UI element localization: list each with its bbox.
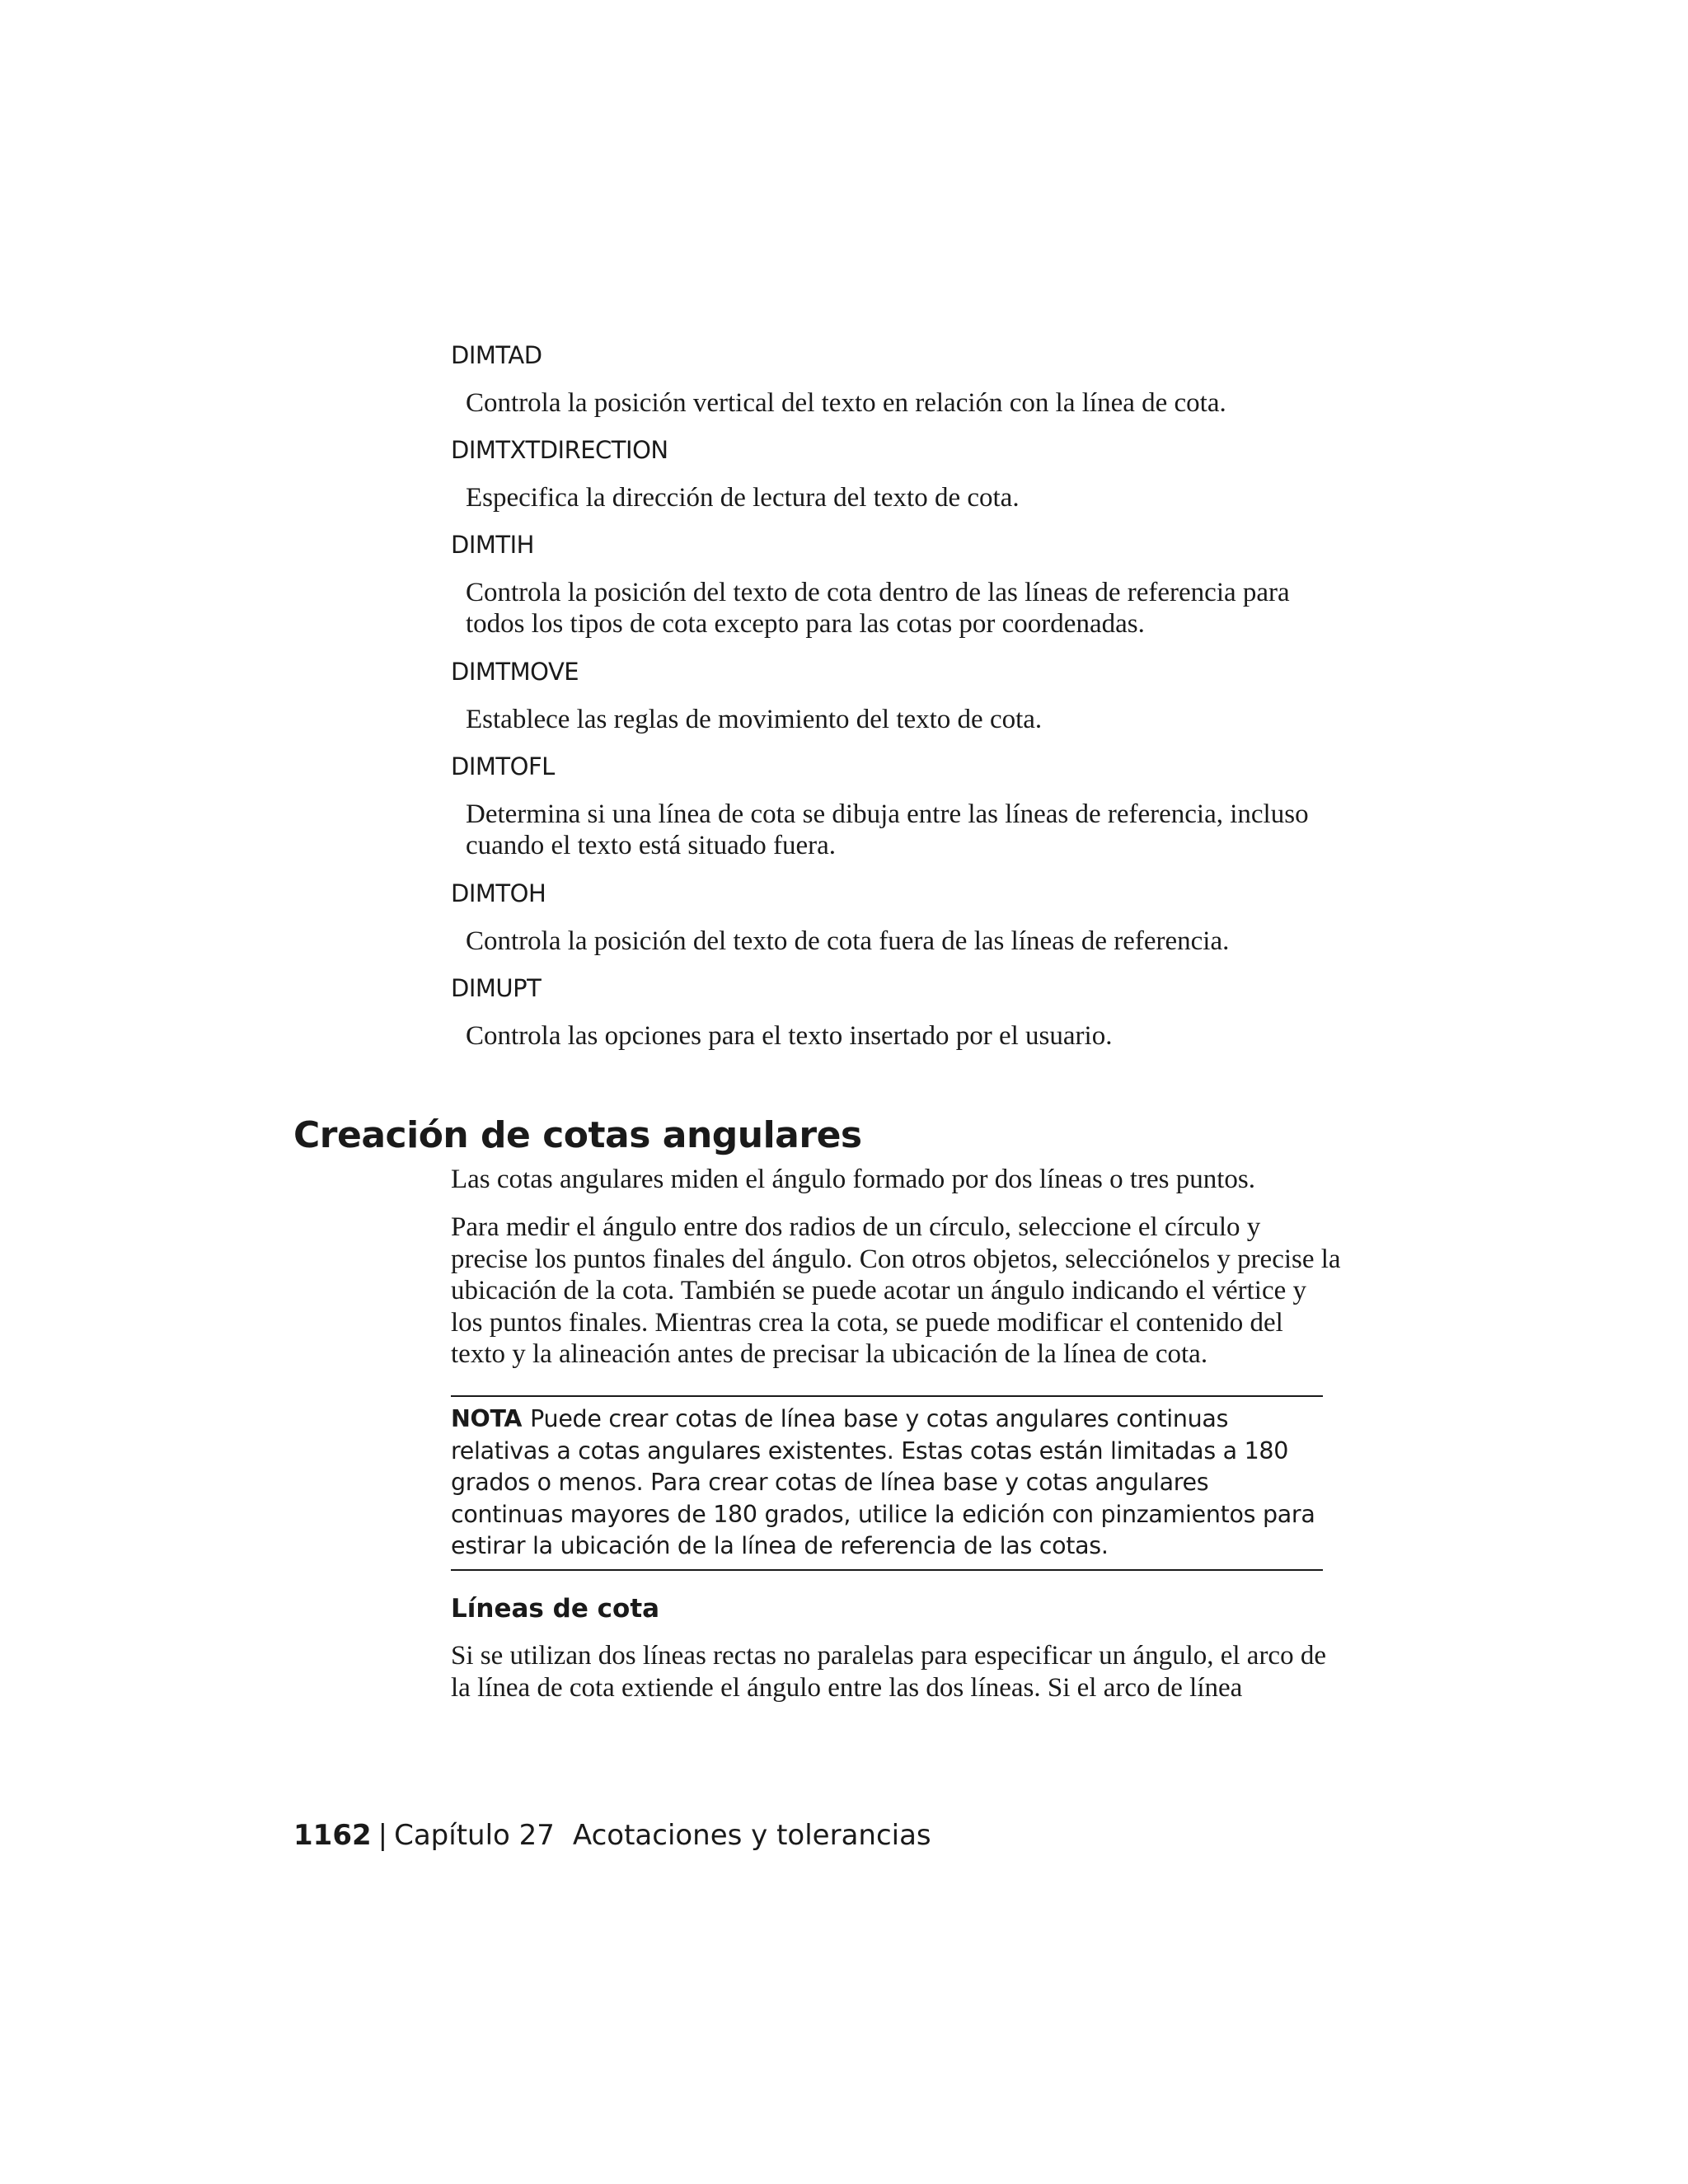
subsection-heading: Líneas de cota bbox=[451, 1594, 660, 1624]
section-body: Para medir el ángulo entre dos radios de un círculo, seleccione el círculo y precise los puntos finales del ángulo. Con otros objetos, selecciónelos y precise la ubicación de la cota. También se puede acotar un ángulo indicando el vértice y los puntos finales. Mientras crea la cota, se puede modificar el contenido del texto y la alineación antes de precisar la ubicación de la línea de cota. bbox=[451, 1212, 1341, 1369]
footer-separator: | bbox=[377, 1819, 388, 1852]
note-text: Puede crear cotas de línea base y cotas angulares continuas relativas a cotas angulares existentes. Estas cotas están limitadas a 180 grados o menos. Para crear cotas de línea base y cotas angulares continuas mayores de 180 grados, utilice la edición con pinzamientos para estirar la ubicación de la línea de referencia de las cotas. bbox=[451, 1405, 1315, 1559]
variable-name: DIMTAD bbox=[451, 341, 542, 369]
variable-description: Especifica la dirección de lectura del texto de cota. bbox=[466, 483, 1020, 513]
variable-description: Controla la posición del texto de cota dentro de las líneas de referencia para todos los tipos de cota excepto para las cotas por coordenadas. bbox=[466, 578, 1290, 639]
variable-description: Controla la posición vertical del texto en relación con la línea de cota. bbox=[466, 388, 1226, 418]
variable-name: DIMTOH bbox=[451, 879, 546, 907]
chapter-label: Capítulo 27 bbox=[394, 1819, 555, 1852]
variable-name: DIMTIH bbox=[451, 531, 534, 559]
variable-name: DIMUPT bbox=[451, 974, 542, 1002]
variable-name: DIMTXTDIRECTION bbox=[451, 436, 668, 464]
chapter-title: Acotaciones y tolerancias bbox=[572, 1819, 931, 1852]
variable-name: DIMTOFL bbox=[451, 752, 555, 780]
page-footer bbox=[293, 1817, 931, 1854]
note-label: NOTA bbox=[451, 1405, 523, 1432]
note-box bbox=[451, 1395, 1323, 1571]
variable-description: Controla las opciones para el texto insertado por el usuario. bbox=[466, 1021, 1113, 1051]
variable-name: DIMTMOVE bbox=[451, 658, 579, 686]
variable-description: Controla la posición del texto de cota fuera de las líneas de referencia. bbox=[466, 926, 1230, 956]
variable-description: Determina si una línea de cota se dibuja entre las líneas de referencia, incluso cuando el texto está situado fuera. bbox=[466, 799, 1309, 860]
page-number: 1162 bbox=[293, 1819, 372, 1852]
section-heading: Creación de cotas angulares bbox=[293, 1114, 862, 1156]
subsection-body: Si se utilizan dos líneas rectas no paralelas para especificar un ángulo, el arco de la línea de cota extiende el ángulo entre las dos líneas. Si el arco de línea bbox=[451, 1641, 1326, 1703]
variable-description: Establece las reglas de movimiento del texto de cota. bbox=[466, 705, 1043, 734]
section-intro: Las cotas angulares miden el ángulo formado por dos líneas o tres puntos. bbox=[451, 1165, 1256, 1194]
